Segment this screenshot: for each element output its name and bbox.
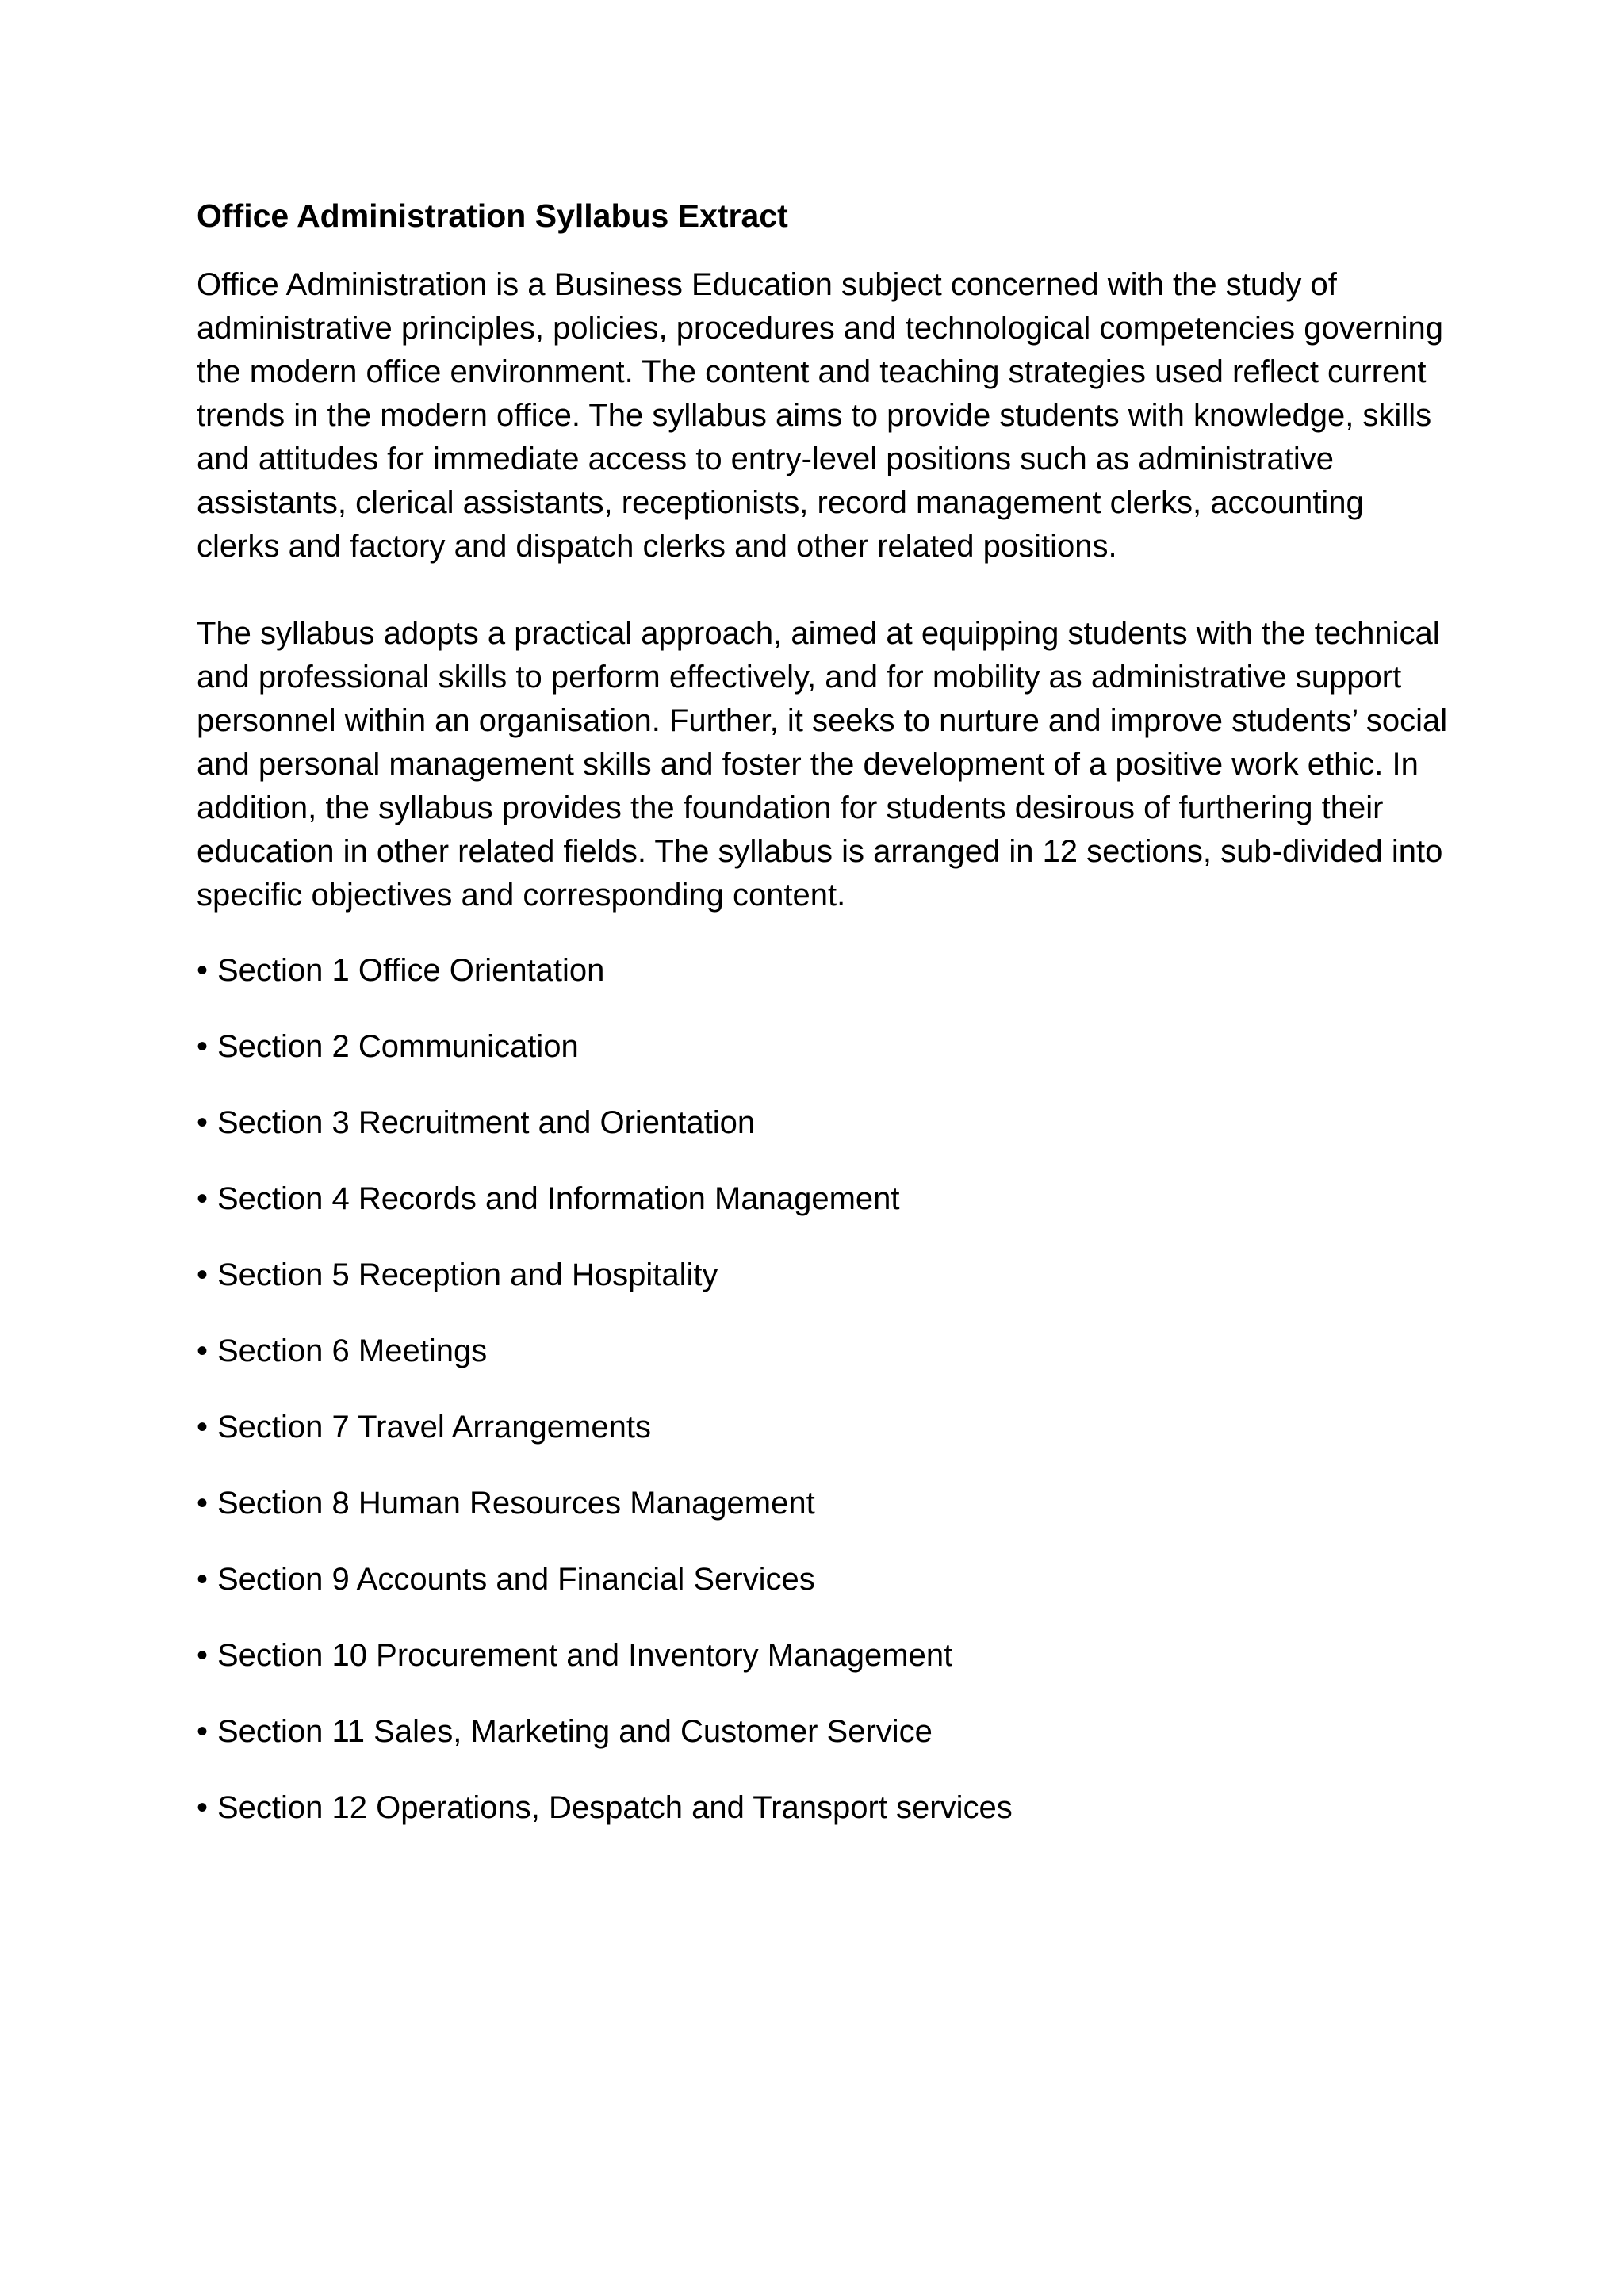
bullet: • [197, 1486, 209, 1521]
list-item [197, 1407, 1450, 1447]
bullet: • [197, 953, 209, 988]
intro-paragraph: Office Administration is a Business Education subject concerned with the study of administrative principles, policies, procedures and technological competencies governing the modern office environment. The content and teaching strategies used reflect current trends in the modern office. The syllabus aims to provide students with knowledge, skills and attitudes for immediate access to entry-level positions such as administrative assistants, clerical assistants, receptionists, record management clerks, accounting clerks and factory and dispatch clerks and other related positions. [197, 267, 1443, 564]
list-item [197, 1788, 1450, 1827]
section-label: Section 12 Operations, Despatch and Transport services [217, 1790, 1013, 1825]
section-label: Section 3 Recruitment and Orientation [217, 1105, 756, 1140]
section-label: Section 7 Travel Arrangements [217, 1410, 651, 1445]
section-label: Section 1 Office Orientation [217, 953, 605, 988]
list-item [197, 1255, 1450, 1295]
list-item [197, 951, 1450, 990]
section-list [197, 951, 1450, 1827]
section-label: Section 10 Procurement and Inventory Management [217, 1638, 953, 1673]
list-item [197, 1103, 1450, 1142]
bullet: • [197, 1105, 209, 1140]
section-label: Section 2 Communication [217, 1029, 579, 1064]
list-item [197, 1712, 1450, 1751]
document-title: Office Administration Syllabus Extract [197, 197, 788, 234]
list-item [197, 1559, 1450, 1599]
list-item [197, 1179, 1450, 1219]
list-item [197, 1483, 1450, 1523]
section-label: Section 4 Records and Information Management [217, 1181, 900, 1216]
document-page [197, 192, 1450, 1864]
section-label: Section 5 Reception and Hospitality [217, 1257, 718, 1292]
bullet: • [197, 1334, 209, 1368]
approach-paragraph: The syllabus adopts a practical approach, aimed at equipping students with the technical and professional skills to perform effectively, and for mobility as administrative support personnel within an organisation. Further, it seeks to nurture and improve students’ social and personal management skills and foster the development of a positive work ethic. In addition, the syllabus provides the foundation for students desirous of furthering their education in other related fields. The syllabus is arranged in 12 sections, sub-divided into specific objectives and corresponding content. [197, 616, 1448, 913]
section-label: Section 8 Human Resources Management [217, 1486, 815, 1521]
bullet: • [197, 1562, 209, 1597]
bullet: • [197, 1181, 209, 1216]
bullet: • [197, 1638, 209, 1673]
list-item [197, 1331, 1450, 1371]
bullet: • [197, 1714, 209, 1749]
section-label: Section 9 Accounts and Financial Services [217, 1562, 815, 1597]
list-item [197, 1636, 1450, 1675]
list-item [197, 1027, 1450, 1066]
section-label: Section 6 Meetings [217, 1334, 488, 1368]
bullet: • [197, 1257, 209, 1292]
bullet: • [197, 1790, 209, 1825]
bullet: • [197, 1410, 209, 1445]
bullet: • [197, 1029, 209, 1064]
section-label: Section 11 Sales, Marketing and Customer Service [217, 1714, 933, 1749]
